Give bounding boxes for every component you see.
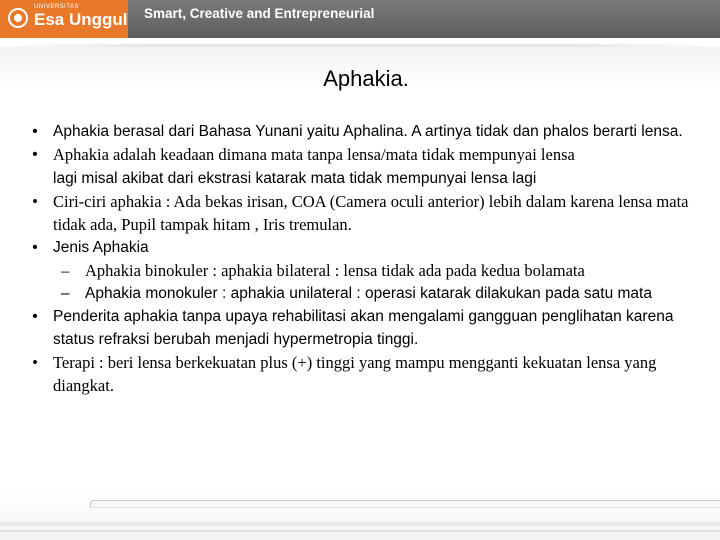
bullet-text-continuation: lagi misal akibat dari ekstrasi katarak mata tidak mempunyai lensa lagi xyxy=(53,170,537,187)
dash-icon: – xyxy=(61,261,70,280)
bullet-icon: • xyxy=(32,192,38,211)
sub-item-text: Aphakia binokuler : aphakia bilateral : lensa tidak ada pada kedua bolamata xyxy=(85,261,585,280)
bullet-item xyxy=(28,305,698,351)
logo-small-text: UNIVERSITAS xyxy=(34,4,80,10)
bullet-item xyxy=(28,120,698,143)
bullet-icon: • xyxy=(32,123,38,140)
slide-title-text: Aphakia. xyxy=(323,66,409,91)
bullet-icon: • xyxy=(32,239,38,256)
bullet-text: Aphakia berasal dari Bahasa Yunani yaitu Aphalina. A artinya tidak dan phalos berarti lensa. xyxy=(53,123,683,140)
decor-bottom-frame xyxy=(90,500,720,508)
decor-bottom-stripe-thin xyxy=(0,530,720,532)
bullet-item xyxy=(28,351,698,397)
dash-icon: – xyxy=(61,285,70,302)
bullet-text: Jenis Aphakia xyxy=(53,239,149,256)
bullet-item xyxy=(28,143,698,190)
slide-title xyxy=(0,66,720,92)
sub-item xyxy=(28,259,698,282)
sub-item xyxy=(28,282,698,305)
sub-item-text: Aphakia monokuler : aphakia unilateral : operasi katarak dilakukan pada satu mata xyxy=(85,285,652,302)
bullet-text: Ciri-ciri aphakia : Ada bekas irisan, COA (Camera oculi anterior) lebih dalam karena lensa mata tidak ada, Pupil tampak hitam , Iris tremulan. xyxy=(53,192,689,234)
bullet-item xyxy=(28,190,698,236)
bullet-icon: • xyxy=(32,353,38,372)
bullet-icon: • xyxy=(32,146,38,163)
decor-bottom-stripe xyxy=(0,522,720,526)
bullet-text: Terapi : beri lensa berkekuatan plus (+) tinggi yang mampu mengganti kekuatan lensa yang diangkat. xyxy=(53,353,657,395)
slide-content xyxy=(28,120,698,397)
bullet-text: Penderita aphakia tanpa upaya rehabilitasi akan mengalami gangguan penglihatan karena status refraksi berubah menjadi hypermetropia tinggi. xyxy=(53,308,674,348)
logo-name: Esa Unggul xyxy=(34,10,128,29)
university-logo xyxy=(0,0,128,38)
bullet-item xyxy=(28,236,698,259)
logo-emblem-icon xyxy=(8,8,28,28)
bullet-icon: • xyxy=(32,308,38,325)
header-tagline: Smart, Creative and Entrepreneurial xyxy=(144,6,375,21)
bullet-text: Aphakia adalah keadaan dimana mata tanpa lensa/mata tidak mempunyai lensa xyxy=(53,145,575,164)
header-bar xyxy=(0,0,720,38)
